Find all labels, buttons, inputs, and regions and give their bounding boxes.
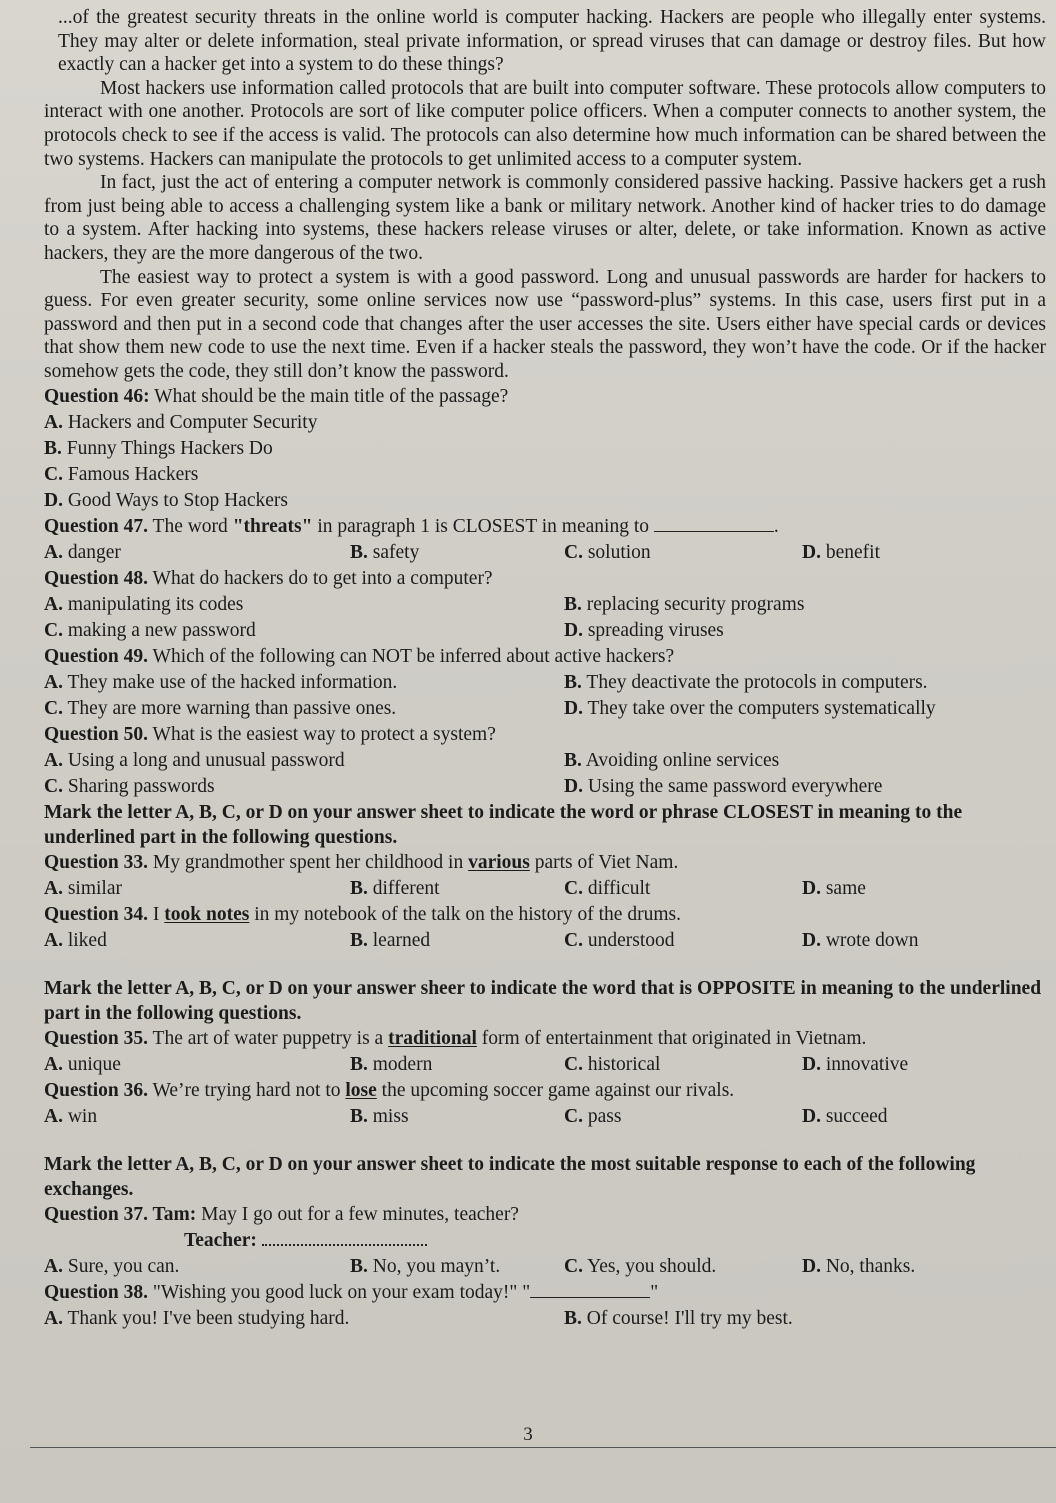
options-row <box>44 670 1046 696</box>
option-b[interactable]: B. Of course! I'll try my best. <box>564 1307 793 1329</box>
options-row <box>44 1254 1046 1280</box>
question-label: Question 50. <box>44 723 149 745</box>
options-row <box>44 774 1046 800</box>
question-34: Question 34. I took notes in my notebook of the talk on the history of the drums. A. liked B. learned C. understood D. wrote down <box>44 902 1046 954</box>
option-a[interactable]: A. unique <box>44 1053 121 1075</box>
option-c[interactable]: C. understood <box>564 929 675 951</box>
answer-blank <box>262 1228 427 1246</box>
option-a[interactable]: A. They make use of the hacked information. <box>44 671 398 693</box>
quoted-word: "threats" <box>232 515 313 537</box>
passage-paragraph-4: The easiest way to protect a system is with a good password. Long and unusual passwords are harder for hackers to guess. For even greater security, some online services now use “password-plus” systems. In this case, users first put in a password and then put in a second code that changes after the user accesses the site. Users either have special cards or devices that show them new code to use the next time. Even if a hacker steals the password, they won’t have the code. Or if the hacker somehow gets the code, they still don’t know the password. <box>44 266 1046 382</box>
speaker-name: Teacher: <box>184 1229 257 1251</box>
option-a[interactable]: A. Sure, you can. <box>44 1255 180 1277</box>
question-label: Question 47. <box>44 515 149 537</box>
question-35: Question 35. The art of water puppetry is a traditional form of entertainment that originated in Vietnam. A. unique B. modern C. historical D. innovative <box>44 1026 1046 1078</box>
option-c[interactable]: C. Sharing passwords <box>44 775 215 797</box>
passage-paragraph-1: ...of the greatest security threats in the online world is computer hacking. Hackers are people who illegally enter systems. They may alter or delete information, steal private information, or spread viruses that can damage or destroy files. But how exactly can a hacker get into a system to do these things? <box>58 7 1046 76</box>
question-label: Question 36. <box>44 1079 149 1101</box>
option-a[interactable]: A. Using a long and unusual password <box>44 749 345 771</box>
question-36: Question 36. We’re trying hard not to lose the upcoming soccer game against our rivals. A. win B. miss C. pass D. succeed <box>44 1078 1046 1130</box>
question-47: Question 47. The word "threats" in paragraph 1 is CLOSEST in meaning to . A. danger B. safety C. solution D. benefit <box>44 514 1046 566</box>
option-b[interactable]: B. Avoiding online services <box>564 749 780 771</box>
option-c[interactable]: C. solution <box>564 541 651 563</box>
option-a[interactable]: A. manipulating its codes <box>44 593 244 615</box>
option-d[interactable]: D. succeed <box>802 1105 888 1127</box>
option-c[interactable]: C. historical <box>564 1053 661 1075</box>
option-c[interactable]: C. pass <box>564 1105 622 1127</box>
option-d[interactable]: D. Good Ways to Stop Hackers <box>44 489 288 511</box>
options-row <box>44 618 1046 644</box>
question-33: Question 33. My grandmother spent her childhood in various parts of Viet Nam. A. similar B. different C. difficult D. same <box>44 850 1046 902</box>
underlined-phrase: took notes <box>164 903 250 925</box>
option-c[interactable]: C. Famous Hackers <box>44 463 199 485</box>
option-b[interactable]: B. No, you mayn’t. <box>350 1255 501 1277</box>
option-d[interactable]: D. spreading viruses <box>564 619 724 641</box>
question-label: Question 48. <box>44 567 149 589</box>
speaker-name: Tam: <box>148 1203 197 1225</box>
answer-blank <box>530 1281 650 1298</box>
option-b[interactable]: B. learned <box>350 929 431 951</box>
option-b[interactable]: B. different <box>350 877 440 899</box>
page-number: 3 <box>523 1424 533 1445</box>
option-b[interactable]: B. They deactivate the protocols in computers. <box>564 671 928 693</box>
option-d[interactable]: D. benefit <box>802 541 880 563</box>
option-b[interactable]: B. safety <box>350 541 420 563</box>
section-instruction-opposite: Mark the letter A, B, C, or D on your answer sheer to indicate the word that is OPPOSITE in meaning to the underlined part in the following questions. <box>44 977 1042 1024</box>
question-label: Question 34. <box>44 903 149 925</box>
options-row <box>44 1052 1046 1078</box>
passage-paragraph-2: Most hackers use information called protocols that are built into computer software. These protocols allow computers to interact with one another. Protocols are sort of like computer police officers. When a computer connects to another system, the protocols check to see if the access is valid. The protocols can also determine how much information can be shared between the two systems. Hackers can manipulate the protocols to get unlimited access to a computer system. <box>44 77 1046 170</box>
option-a[interactable]: A. liked <box>44 929 107 951</box>
reading-passage <box>44 0 1046 384</box>
option-d[interactable]: D. No, thanks. <box>802 1255 916 1277</box>
question-48: Question 48. What do hackers do to get into a computer? A. manipulating its codes B. replacing security programs C. making a new password D. spreading viruses <box>44 566 1046 644</box>
option-c[interactable]: C. making a new password <box>44 619 256 641</box>
option-b[interactable]: B. replacing security programs <box>564 593 805 615</box>
option-d[interactable]: D. They take over the computers systematically <box>564 697 936 719</box>
option-a[interactable]: A. Hackers and Computer Security <box>44 411 318 433</box>
question-37: Question 37. Tam: May I go out for a few minutes, teacher? Teacher: A. Sure, you can. B. No, you mayn’t. C. Yes, you should. D. No, thanks. <box>44 1202 1046 1280</box>
section-instruction-response: Mark the letter A, B, C, or D on your answer sheet to indicate the most suitable response to each of the following exchanges. <box>44 1153 976 1200</box>
option-d[interactable]: D. same <box>802 877 866 899</box>
question-46 <box>44 384 1046 514</box>
options-row <box>44 748 1046 774</box>
passage-paragraph-3: In fact, just the act of entering a computer network is commonly considered passive hacking. Passive hackers get a rush from just being able to access a challenging system like a bank or military network. Another kind of hacker tries to do damage to a system. After hacking into systems, these hackers release viruses or alter, delete, or take information. Known as active hackers, they are the more dangerous of the two. <box>44 172 1046 264</box>
question-38: Question 38. "Wishing you good luck on your exam today!" " " A. Thank you! I've been studying hard. B. Of course! I'll try my best. <box>44 1280 1046 1332</box>
option-d[interactable]: D. wrote down <box>802 929 919 951</box>
option-a[interactable]: A. Thank you! I've been studying hard. <box>44 1307 350 1329</box>
question-label: Question 37. <box>44 1203 149 1225</box>
underlined-word: lose <box>345 1079 377 1101</box>
option-b[interactable]: B. miss <box>350 1105 409 1127</box>
option-c[interactable]: C. Yes, you should. <box>564 1255 717 1277</box>
option-a[interactable]: A. similar <box>44 877 123 899</box>
answer-blank <box>654 515 774 532</box>
footer-divider <box>30 1447 1056 1448</box>
option-c[interactable]: C. difficult <box>564 877 651 899</box>
options-row <box>44 928 1046 954</box>
question-label: Question 35. <box>44 1027 149 1049</box>
section-instruction-closest: Mark the letter A, B, C, or D on your answer sheet to indicate the word or phrase CLOSEST in meaning to the underlined part in the following questions. <box>44 801 963 848</box>
options-row <box>44 696 1046 722</box>
question-label: Question 38. <box>44 1281 149 1303</box>
question-49: Question 49. Which of the following can NOT be inferred about active hackers? A. They make use of the hacked information. B. They deactivate the protocols in computers. C. They are more warning than passive ones. D. They take over the computers systematically <box>44 644 1046 722</box>
option-a[interactable]: A. danger <box>44 541 121 563</box>
option-b[interactable]: B. modern <box>350 1053 433 1075</box>
option-d[interactable]: D. Using the same password everywhere <box>564 775 883 797</box>
underlined-word: traditional <box>388 1027 477 1049</box>
option-c[interactable]: C. They are more warning than passive ones. <box>44 697 397 719</box>
option-d[interactable]: D. innovative <box>802 1053 909 1075</box>
options-row <box>44 876 1046 902</box>
option-b[interactable]: B. Funny Things Hackers Do <box>44 437 273 459</box>
question-label: Question 46: <box>44 385 150 407</box>
question-text: What should be the main title of the passage? <box>149 385 509 407</box>
options-row <box>44 592 1046 618</box>
underlined-word: various <box>468 851 530 873</box>
options-row <box>44 1104 1046 1130</box>
question-50: Question 50. What is the easiest way to protect a system? A. Using a long and unusual password B. Avoiding online services C. Sharing passwords D. Using the same password everywhere <box>44 722 1046 800</box>
option-a[interactable]: A. win <box>44 1105 98 1127</box>
question-label: Question 33. <box>44 851 149 873</box>
options-row <box>44 1306 1046 1332</box>
options-row <box>44 540 1046 566</box>
question-label: Question 49. <box>44 645 149 667</box>
